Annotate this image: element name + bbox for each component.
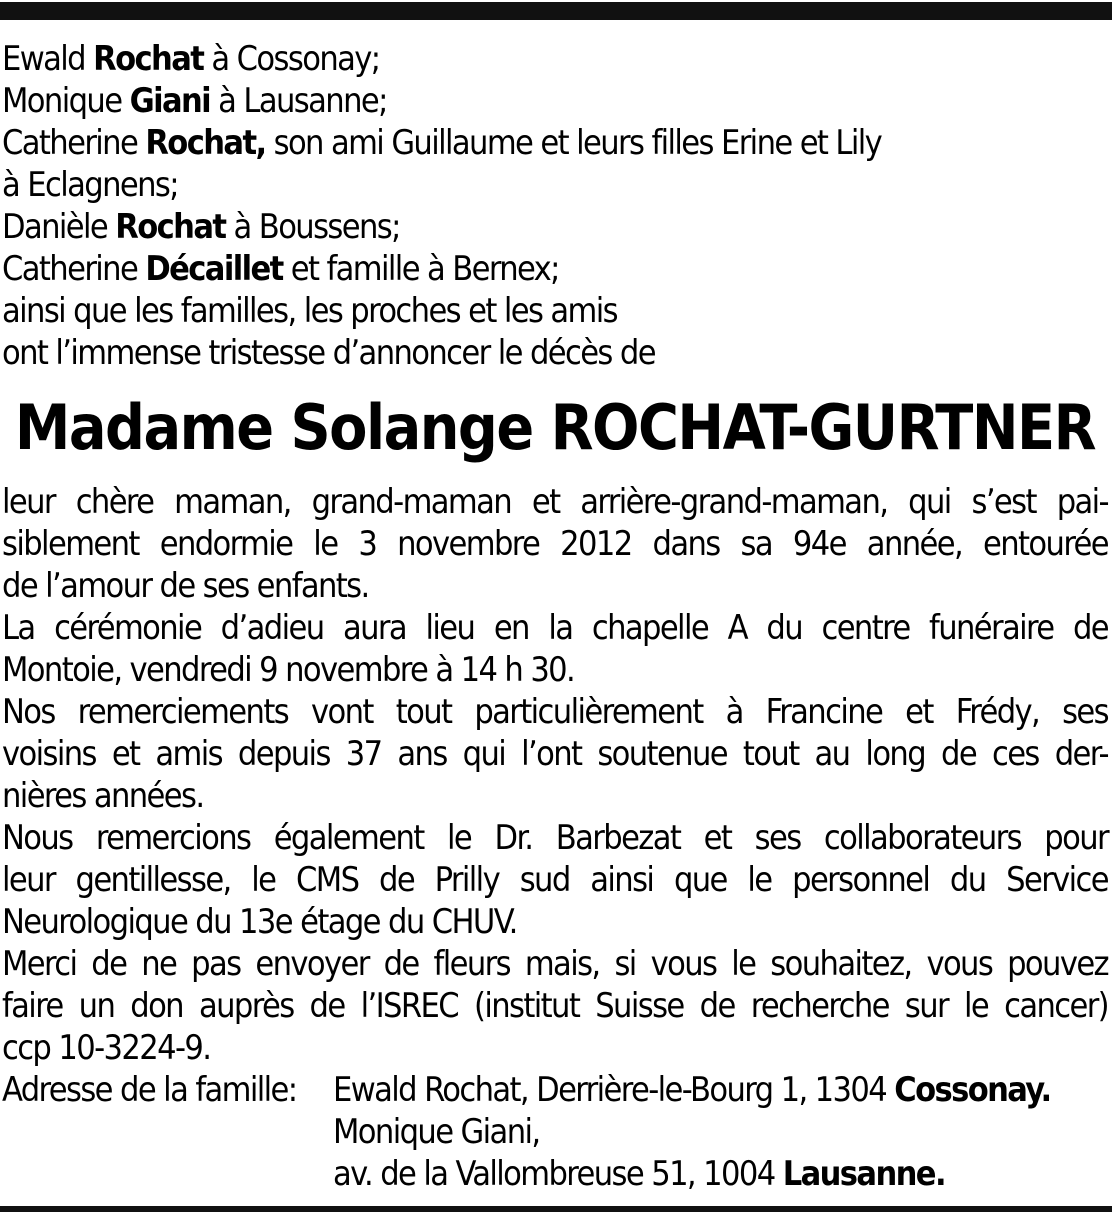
intro-line [2,206,1108,248]
family-address-row [2,1153,1108,1195]
deceased-name-heading: Madame Solange ROCHAT-GURTNER [14,391,1096,464]
body-line: faire un don auprès de l’ISREC (institut Suisse de recherche sur le cancer) [2,986,1108,1026]
address-text: av. de la Vallombreuse 51, 1004 [333,1154,783,1194]
address-city: Cossonay. [894,1070,1051,1110]
body-line: Merci de ne pas envoyer de fleurs mais, si vous le souhaitez, vous pouvez [2,944,1108,984]
intro-text: à Boussens; [225,207,400,247]
family-address-row [2,1111,1108,1153]
intro-line [2,122,1108,164]
intro-text: à Lausanne; [210,81,387,121]
address-label: Adresse de la famille: [2,1070,297,1110]
body-line: nières années. [2,776,204,816]
family-name: Rochat, [145,123,266,163]
intro-text: et famille à Bernex; [282,249,559,289]
family-name: Rochat [93,39,204,79]
intro-line [2,248,1108,290]
address-line [333,1153,945,1195]
intro-text: son ami Guillaume et leurs filles Erine et Lily [265,123,882,163]
intro-text: à Cossonay; [203,39,380,79]
first-name: Danièle [2,207,108,247]
first-name: Ewald [2,39,86,79]
body-line: Nos remerciements vont tout particulièrement à Francine et Frédy, ses [2,692,1108,732]
first-name: Catherine [2,249,138,289]
address-line: Monique Giani, [333,1112,540,1152]
intro-line [2,38,1108,80]
body-line: ccp 10-3224-9. [2,1028,211,1068]
first-name: Catherine [2,123,138,163]
body-line: Nous remercions également le Dr. Barbezat et ses collaborateurs pour [2,818,1108,858]
family-name: Rochat [115,207,226,247]
bottom-rule [0,1206,1112,1212]
body-line: leur chère maman, grand-maman et arrière-grand-maman, qui s’est pai- [2,482,1108,522]
first-name: Monique [2,81,122,121]
body-line: leur gentillesse, le CMS de Prilly sud ainsi que le personnel du Service [2,860,1108,900]
family-address-row [2,1069,1108,1111]
address-line [333,1069,1051,1111]
intro-line: à Eclagnens; [2,165,178,205]
body-line: de l’amour de ses enfants. [2,566,369,606]
family-name: Décaillet [145,249,283,289]
body-line: Montoie, vendredi 9 novembre à 14 h 30. [2,650,575,690]
intro-line: ont l’immense tristesse d’annoncer le décès de [2,333,655,373]
body-line: voisins et amis depuis 37 ans qui l’ont soutenue tout au long de ces der- [2,734,1108,774]
family-name: Giani [129,81,211,121]
intro-line: ainsi que les familles, les proches et les amis [2,291,617,331]
obituary-notice [2,38,1108,1195]
body-line: siblement endormie le 3 novembre 2012 dans sa 94e année, entourée [2,524,1108,564]
address-city: Lausanne. [782,1154,945,1194]
top-rule [0,2,1112,20]
intro-line [2,80,1108,122]
address-text: Ewald Rochat, Derrière-le-Bourg 1, 1304 [333,1070,895,1110]
body-line: Neurologique du 13e étage du CHUV. [2,902,517,942]
body-line: La cérémonie d’adieu aura lieu en la chapelle A du centre funéraire de [2,608,1108,648]
